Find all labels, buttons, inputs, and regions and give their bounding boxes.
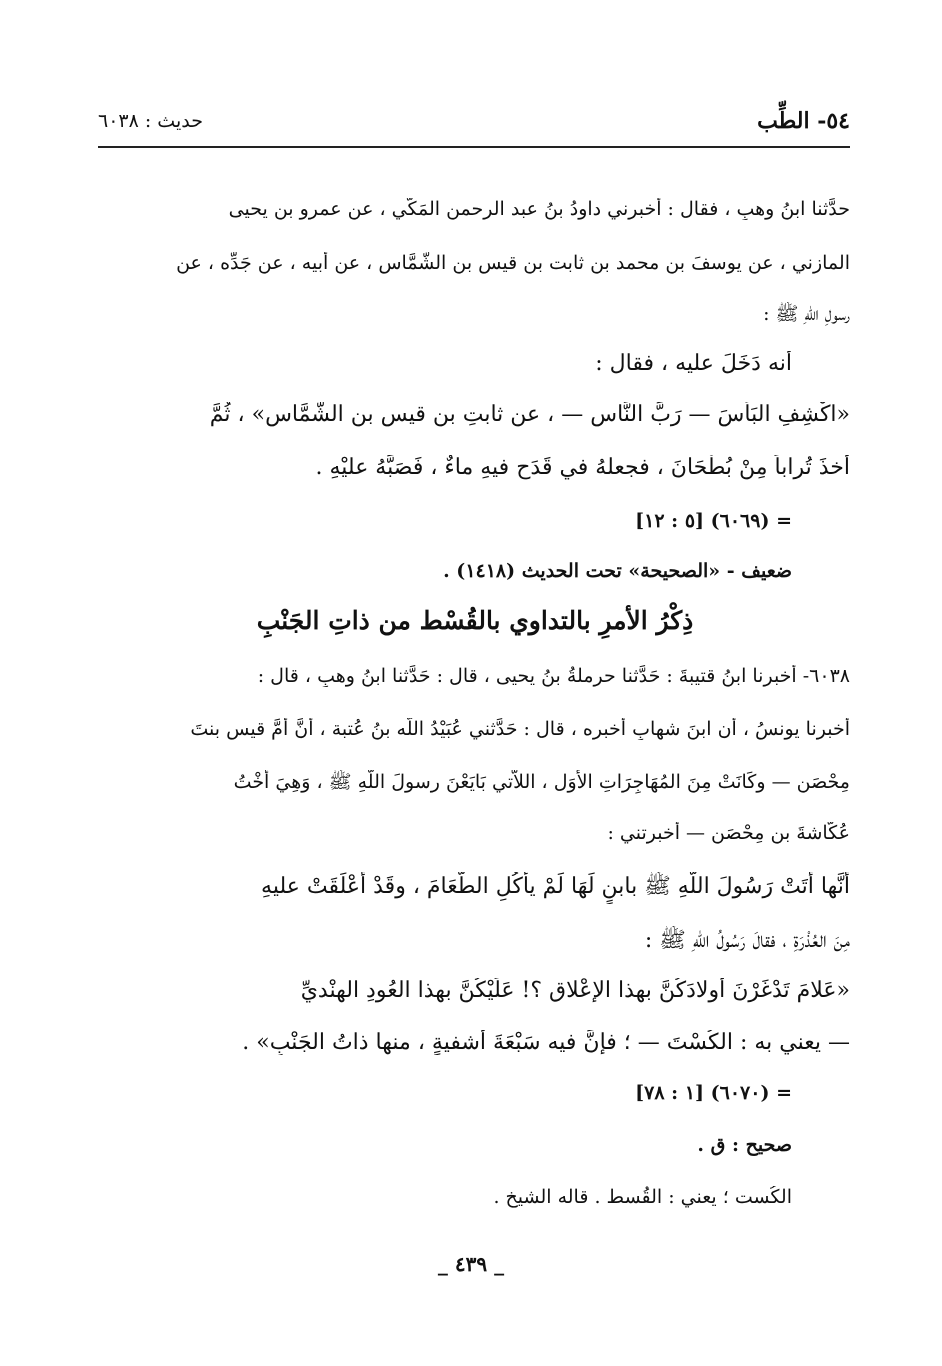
text-line: المازني ، عن يوسفَ بنِ محمد بن ثابت بن قيس بنِ الشَّمَّاس ، عن أبيه ، عن جَدِّه ، عن (176, 252, 850, 274)
chapter-title: ٥٤- الطِّب (757, 108, 850, 134)
text-line: «عَلامَ تَدْغَرْنَ أولادَكُنَّ بهذا الإعْلاق ؟! عَلَيْكُنَّ بهذا العُودِ الهِنْديِّ (300, 978, 850, 1003)
text-line: «اكْشِفِ البَأْسَ — رَبَّ النَّاسِ — ، عن ثابتِ بنِ قيسِ بنِ الشَّمَّاس» ، ثُمَّ (209, 402, 850, 427)
header-divider (98, 146, 850, 148)
footnote-line: الكُست ؛ يعني : القُسط . قاله الشيخ . (493, 1186, 792, 1208)
text-line: حدَّثنا ابنُ وهبٍ ، فقال : أخبرني داودُ بنُ عبد الرحمن المَكّي ، عن عمرو بن يحيى (228, 198, 850, 220)
text-line: أنَّها أَتَتْ رَسُولَ اللّهِ ﷺ بابنٍ لَهَا لَمْ يأكُلِ الطَّعَامَ ، وقَدْ أَعْلَقَتْ عليهِ (261, 874, 850, 899)
text-line: أخبرنا يونسُ ، أن ابنَ شهابٍ أخبره ، قال : حَدَّثني عُبَيْدُ اللّه بنُ عُتبة ، أنَّ أُمَّ قيس بنتَ (190, 718, 850, 740)
running-header (98, 104, 850, 144)
text-line: مِحْصَن — وكَانَتْ مِنَ المُهَاجِرَاتِ الأُوَل ، اللاَّتي بَايَعْنَ رسولَ اللّهِ ﷺ ، وَهِيَ أُخْتُ (233, 771, 850, 793)
grading-line: صحيح : ق . (697, 1134, 792, 1156)
text-line: أنه دَخَلَ عليه ، فقال : (595, 351, 792, 376)
takhrij-line: = (٦٠٧٠) [١ : ٧٨] (635, 1082, 792, 1104)
grading-line: ضعيف - «الصحيحة» تحت الحديث (١٤١٨) . (443, 560, 792, 582)
text-line: رسولِ اللّهِ ﷺ : (763, 303, 850, 325)
text-line: ٦٠٣٨- أخبرنا ابنُ قتيبةَ : حَدَّثنا حرملةُ بنُ يحيى ، قال : حَدَّثنا ابنُ وهبٍ ، قال : (257, 665, 850, 687)
text-line: أخذَ تُراباً مِنْ بُطْحَانَ ، فجعلهُ في قَدَحٍ فيهِ ماءٌ ، فَصَبَّهُ عليْهِ . (315, 455, 850, 480)
takhrij-line: = (٦٠٦٩) [٥ : ١٢] (635, 510, 792, 532)
hadith-reference: حديث : ٦٠٣٨ (98, 110, 203, 132)
text-line: عُكَّاشةَ بنِ مِحْصَن — أخبرتني : (607, 822, 850, 844)
text-line: مِنَ العُذْرَةِ ، فقالَ رَسُولُ اللّهِ ﷺ : (644, 928, 850, 953)
section-title: ذِكْرُ الأمرِ بالتداوي بالقُسْط من ذاتِ الجَنْبِ (256, 606, 694, 635)
text-line: — يعني به : الكُسْتَ — ؛ فإنَّ فيه سَبْعَةَ أشفيةٍ ، منها ذاتُ الجَنْبِ» . (242, 1030, 850, 1055)
page-number: _ ٤٣٩ _ (437, 1252, 505, 1276)
